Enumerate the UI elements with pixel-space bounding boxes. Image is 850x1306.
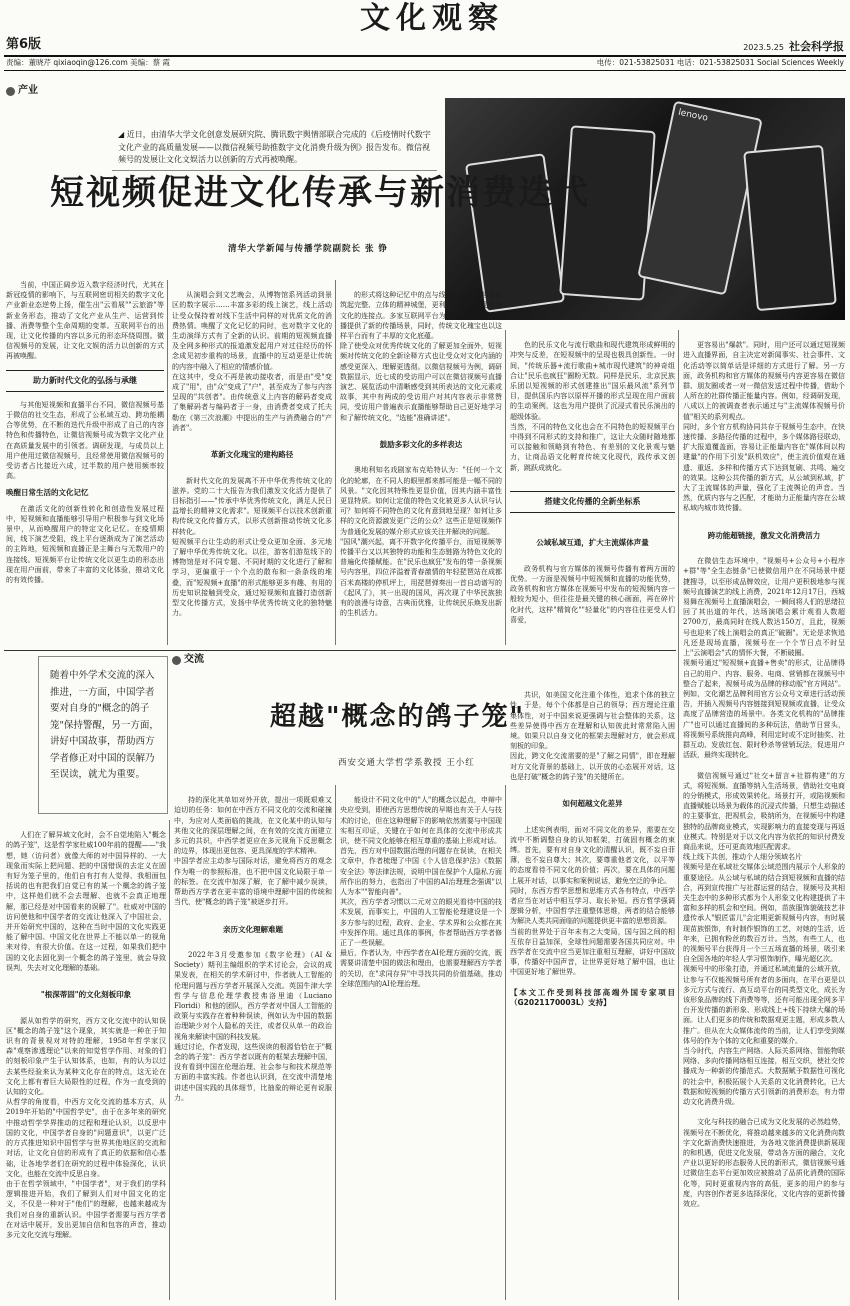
article1-paragraph: 微信视频号通过"社交+留言+社群构建"的方式，将短视频、直播等纳入生活场景，借助社交电商的分销模式，形成效果转化。场景打开，或陷视频和直播赋能以场景为载体的沉浸式传播，只想生动描述的主要事宜，把视机会，吸纳所为，在视频号中构建独特的品牌商业模式，实现影响力的直接变现与再返业模式。特别是对于以文化内容为依托的知识付费发商品来说，还可更高效地匹配需求。 线上线下共创，推动个人细分领域名片 视频号是在私域社交媒体公域范围内展示个人形象的重要途径。从公域与私域的结合到短视频和直播的结合，再到宣传推广与社群运营的结合，视频号及其相关生态中的多种形式都为个人形象文化构建提供了丰富和多样的机会和空间。例如，苗族服饰貌破技艺非遗传承人"银匠雷儿"会定期更新视频号内容，有时展现苗族银饰，有时制作银饰的工艺，对她的生活，近年来，已拥有粉丝的数百万计。当然，有些工人，也的视频号平台获得月一个三五场直播的场景，吸引来自全国各地的年轻人学习银饰制作，曝光超亿次。 视频号中的形象打造，并通过私域流量的公域开放，让参与不仅能视频号所有者的多面向，在平台更是以多元方式与流行、高互动平台的同类型文化，成长为该形象品牌的线下消费等等，还有可能出现全网多平台开发传播的新形象、形成线上+线下持续大爆的场面。让人们更多的传统和数据观更主题，形成多数人推广。但从在大众媒体流传的当前，让人们享受到媒体号的作为个体的文化和重要的媒介。 当今时代，内容生产网络、人际关系网络、智能物联网络、多向传播网络相互连接，相互交织，使社交传播成为一种新的传播范式。大数据赋予数据性可视化的社会中，积极拓展个人关系的文化消费转化，已大数据和短视频的传播方式引领新的消费形态，有力带动文化消费升级。 — [683, 771, 845, 1107]
article2-column-2 — [174, 785, 332, 1300]
article1-subheading: 公域私域互通，扩大主流媒体声量 — [536, 538, 649, 548]
masthead-rule — [4, 55, 846, 57]
contact-phones: 电传：021-53825031 电话：021-53825031 Social Sciences Weekly — [596, 58, 844, 67]
article1-paragraph: 的形式将这种记忆中的点与线编织成网，甚至构筑起完整、立体的精神城堡，更利于建构一个受众与文化的连接点。多家互联网平台为传统文化主题的直播提供了新的传播场景，同时，传统文化瑰宝也以这样平台而有了丰厚的文化底蕴。 除了使受众对优秀传统文化的了解更加全面外，短视频对传统文化的全新诠释方式也让受众对文化内涵的感受更深入、理解更透彻。以微信视频号为例，调研数据显示，近七成的受访用户可以在微信视频号直播演艺、展览活动中清晰感受到其所表达的文化元素或故事，其中有两成的受访用户对其内容表示非常赞同，受访用户普遍表示直播能够帮助自己更好地学习和了解传统文化，"选能"准确讲述"。 — [340, 291, 502, 422]
header-rule — [4, 70, 846, 71]
article2-headline: 超越"概念的鸽子笼" — [270, 702, 526, 732]
section-tag-industry — [6, 86, 38, 96]
article1-paragraph: 更容易出"爆款"。同时，用户还可以通过短视频进入直播界面，自主决定对新闻事实、社会事件、文化活动等以简单话是详细的方式进行了解。另一方面，政务机构和官方媒体的视频号内容更容易在微信群、朋友圈或者一对一微信发送过程中传播，借助个人所在的社群传播正能量内容。例如，经调研发现，八成以上的被调查者表示通过与"主流媒体视频号价值"相关的系列观点。 同时，多个官方机构协同共存于视频号生态中，在快速传播、多路径传播的过程中，多个媒体路径联动，扩大报道覆盖面，容易让正能量内容在"媒体间以构建量"的作用下引发"跃机效应"，使主流价值观在通遗、重返、多样和传播方式下达到复刷、共鸣、遍交的效果。这种公共传播的新方式，从公域到私域，扩大了主流媒体的声量，强化了主流舆论的声音。当然，优质内容与之匹配，才能助力正能量内容在公域私域内城市效传播。 — [683, 341, 845, 513]
column-divider — [169, 820, 170, 1300]
article2-paragraph: 2022年3月受邀参加《数字伦理》（AI & Society）期刊主编组织的学术讨论会，会议的成果发表，在相关的学术研讨中，作者就人工智能的伦理问题与西方学者开展深入交流。英国牛津大学哲学与信息伦理学教授弗洛里迪（Luciano Floridi）和他的团队，西方学者对中国人工智能的政策与实践存在着种种误读，例如认为中国的数据治理缺少对个人隐私的关注，或者仅从单一的政治视角来解读中国的科技发展。 通过讨论，作者发现，这些误读的根源恰恰在于"概念的鸽子笼"：西方学者以既有的框架去理解中国，没有看到中国在伦理治理、社会参与和技术规范等方面的丰富实践。作者也认识到，在交流中清楚地讲述中国实践的具体细节，比抽象的辩论更有说服力。 — [174, 951, 332, 1102]
phone-illustration — [743, 145, 837, 311]
article1-paragraph: 奥地利知名戏剧家布克哈特认为："任何一个文化的轮廓，在不同人的眼里都来都可能是一幅不同的风景。"文化因其特殊性更显价值，因其内涵丰富性更显特质。如何让定值的特色文化被更多人认识与认可？如何将不同特色的文化有意到地呈现？如何让多样的文化资源激发更广泛的公众？这些正是短视频作为普通化发展的媒介形式应该关注并解决的问题。 "国风"潮兴起，离不开数字化传播平台，而短视频等传播平台又以其独特的功能和生态链路为特色文化的普遍化传播赋能。在"民乐也疯狂"发布的带一条视频号内容里，四位洋溢着青春激情的年轻琵琶站在成都百米高楼的停机坪上，用琵琶弹奏出一首自动谱写的《起风了》，其一出现的国风，再次现了中华民族独有的浪漫与诗意，古典而优雅，让传统民乐焕发出新的生机活力。 — [340, 466, 502, 618]
article1-lead-text: 近日，由清华大学文化创意发展研究院、腾讯数字舆情部联合完成的《后疫情时代数字文化产业的高质量发展——以微信视频号助推数字文化消费升级为例》报告发布。微信视频号的发展让文化文娱活力以创新的方式再被唤醒。 — [118, 130, 431, 164]
article2-subheading: 如何超越文化差异 — [562, 799, 623, 809]
section-tag-label: 交流 — [184, 654, 204, 665]
article1-paragraph: 新时代文化的发展离不开中华优秀传统文化的滋养。党的二十大报告为我们激发文化活力提供了目标指引——"传承中华优秀传统文化，满足人民日益增长的精神文化需求"。短视频平台以技术创新重构传统文化传播方式，以形式创新推动传统文化多样转化。 短视频平台让生动的形式让受众更加全面、多元地了解中华优秀传统文化。以往，游客们游览线下的博物馆是对不同专题、不同时期的文化进行了解和学习，更偏重于一个个点的散布和一条条线的堆叠，而"短视频+直播"的形式能够更多有趣、有用的历史知识接触到受众，通过短视频和直播打造创新型文化传播方式，发扬中华优秀传统文化的独特魅力。 — [172, 476, 332, 618]
article1-subheading: 搭建文化传播的全新坐标系 — [510, 491, 675, 513]
article-separator — [4, 650, 676, 651]
article2-subheading: 亲历文化理解难题 — [223, 924, 283, 934]
article1-subheading: 跨功能超链接，激发文化消费活力 — [707, 530, 821, 540]
article2-paragraph: 上述实例表明，面对不同文化的差异，需要在交流中不断调整自身的认知框架，打破固有概念的束缚。首先，要有对自身文化的清醒认识，既不妄自菲薄，也不妄自尊大；其次，要尊重他者文化，以平等的态度看待不同文化的价值；再次，要在具体的问题上展开对话，以事实和案例说话，避免空泛的争论。 同时，东西方哲学思想和思维方式各有特点，中西学者应当在对话中相互学习、取长补短。西方哲学强调逻辑分析，中国哲学注重整体思维，两者的结合能够为解决人类共同面临的问题提供更丰富的思想资源。 当前的世界处于百年未有之大变局，国与国之间的相互依存日益加深，全球性问题需要各国共同应对。中西学者在交流中应当更加注重相互理解，讲好中国故事，传播好中国声音，让世界更好地了解中国，也让中国更好地了解世界。 — [510, 825, 675, 977]
article1-column-1 — [6, 280, 164, 645]
article2-byline: 西安交通大学哲学系教授 王小红 — [338, 758, 475, 768]
article1-paragraph: 在微信生态环境中，"视频号+公众号+小程序+群"等"全生态链条"已使微信用户在不同场景中便捷搜寻，以至形成品牌效应，让用户更积极地参与视频号直播演艺的线上消费，2021年12月17日，西城易舞在视频号上直播演唱会，一瞬间将人们的思绪拉回了其出道的年代，达场演唱会累计观看人数超2700万，最高同时在线人数达150万，且此，视频号也迎来了线上演唱会的真正"破圈"。无论是求恢追凡还是现场直播，视频号在一个个节日点不时呈上"云演唱会"式的情怀大餐，不断破圈。 视频号通过"短视频+直播+售卖"的形式，让品牌得自己的用户、内容、服务、电商、营销都在视频号中整合了起来，视频号成为品牌的移动版"官方网站"。例如，文化潮艺品牌利用官方公众号文章进行活动预告，并插入视频号内容链接到短视频或直播，让受众高度了品牌营造的场景中。各类文化机构的"品牌推广"也可以通过直播间的多种玩法，借助节日营头，将视频号系统推向高峰，利用定时或不定时抽奖、社群互动、发放红包、限时秒杀等营销玩法，促进用户活跃，最终实现转化。 — [683, 557, 845, 760]
masthead-date-paper — [743, 42, 844, 53]
column-divider — [505, 785, 506, 1300]
article1-column-2 — [172, 280, 332, 645]
article1-paragraph: 在激活文化的创新性转化和创造性发展过程中，短视频和直播能够引导用户积极参与到文化场景中，从而唤醒用户的特定文化记忆。在疫情期间，线下演艺受阻，线上平台逐渐成为了演艺活动的主阵地，短视频和直播正是主舞台与无数用户的连接线。短视频平台让传统文化以更生动的形态出现在用户面前，带来了丰富的文化体验，推动文化的有效传播。 — [6, 504, 164, 585]
column-divider — [167, 280, 168, 645]
article1-column-5 — [683, 330, 845, 1300]
article1-subheading: 革新文化瑰宝的建构路径 — [210, 450, 294, 460]
column-divider — [505, 330, 506, 645]
article1-paragraph: 色的民乐文化与流行歌曲和现代建筑形成鲜明的冲突与反差，在短视频中的呈现也极具创新性。一时间，"传统乐器+流行歌曲+城市现代建筑"的神奇组合让"民乐也疯狂"圈粉无数。同样是民乐，北京民族乐团以短视频的形式创建推出"国乐最风流"系列节目，提供国乐内容以原样开播的形式呈现在用户面前的生动案例，这也为用户提供了沉浸式看民乐演出的超级体验。 当然，不同的特色文化也会在不同特色的短视频平台中得到不同形式的支持和推广，这让大众随时随地都可以接触和领略到有特色、有差别的文化景观与魅力，让商品语文化孵育传统文化现代，践传承文创新，跳跃成就化。 — [510, 341, 675, 472]
article1-paragraph: 文化与科技的融合已成为文化发展的必然趋势，视频号在不断优化，将推动越来越多的文化消费向数字文化新消费快速推进，为各地文旅消费提供新展现的和机遇，促进文化发展，带动各方面的融合，文化产业以更好的形态服务人民的新形式，微信视频号通过微信生态平台更加效应被推动了品质化消费的国际化等，同时更重视内容的高低，更多的用户的参与度，内容创作者更多选择深化，文化内容的更新传播效应。 — [683, 1118, 845, 1209]
article2-paragraph: 持的深化其单如对外开放，提出一项既艰难又迫切的任务：如何在中西方不同文化的交流和碰撞中，为应对人类面临的挑战，在文化某中的认知与其他文化的深层理解之间，在有效的交流方面建立多元的共识，中西学者更应在多元视角下反思概念的边界，体现出更包容、更具深度的学术精神。 中国学者应主动参与国际对话，避免将西方的观念作为唯一的参照标准，也不把中国文化局限于单一的标签。在交流中加深了解，在了解中减少误读，帮助西方学者在更丰富的语境中理解中国的传统和当代，使"概念的鸽子笼"被逐步打开。 — [174, 796, 332, 907]
section-tag-label: 产业 — [18, 85, 38, 96]
article2-column-3 — [340, 785, 502, 1300]
section-tag-exchange — [172, 655, 204, 665]
article2-column-4 — [510, 680, 675, 1300]
column-divider — [335, 280, 336, 645]
article1-subheading: 唤醒日常生活的文化记忆 — [6, 488, 89, 498]
article1-paragraph: 政务机构与官方媒体的视频号传播有着两方面的优势。一方面是视频号中短视频和直播的功能优势，政务机构和官方媒体在视频号中发布的短视频内容一般较为短小，但往往是最关键的核心画面，再在碎片化时代，这样"精简化""轻量化"的内容往往更受人们喜爱， — [510, 564, 675, 624]
newspaper-name: 社会科学报 — [789, 40, 844, 53]
article2-paragraph: 能设计不同文化中的"人"的概念以起点，申辩中央应受到，即使西方思想传统的早期也有关于人与技术的讨论，但在这种理解下的影响依然需要与中国现实相互印证，关键在于如何在具体的交流中形成共识，使不同文化能够在相互尊重的基础上形成对话。 首先，西方对中国数据治理的问题存在误读，在相关文章中，作者梳理了中国《个人信息保护法》《数据安全法》等法律法规，说明中国在保护个人隐私方面所作出的努力，也指出了中国的AI治理理念强调"以人为本""智能向善"。 其次，西方学者习惯以二元对立的眼光看待中国的技术发展，而事实上，中国的人工智能伦理建设是一个多方参与的过程，政府、企业、学术界和公众都在其中发挥作用。通过具体的事例，作者帮助西方学者修正了一些误解。 最后，作者认为，中西学者在AI伦理方面的交流，既需要讲清楚中国的做法和理由，也需要理解西方学者的关切，在"求同存异"中寻找共同的价值基础，推动全球范围内的AI伦理治理。 — [340, 796, 502, 988]
article1-paragraph: 当前，中国正阔步迈入数字经济时代，尤其在新冠疫情的影响下，与互联网密切相关的数字文化产业新业态逆势上扬，催生出"云看展""云旅游"等新业务形态，推动了文化产业从生产、运营到传播、消费等整个生命周期的变革。互联网平台的出现，让文化传播的内容以多元的形态环绕周围。微信视频号的发展，让文化文娱的活力以创新的方式再被唤醒。 — [6, 281, 164, 361]
article2-paragraph: 共识，如美国文化注重个体性，追求个体的独立性，于是，每个个体都是自己的领导；西方理论注重集体性，对于中国来说更强调与社会整体的关系，这些差异使得中西方在理解和认知彼此时常常陷入困境。如果只以自身文化的框架去理解对方，就会形成刻板的印象。 因此，跨文化交流需要的是"了解之同情"，即在理解对方文化背景的基础上，以开放的心态展开对话，这也是打破"概念的鸽子笼"的关键所在。 — [510, 691, 675, 781]
article1-column-4 — [510, 330, 675, 645]
article2-pullquote: 随着中外学术交流的深入推进，一方面，中国学者要对自身的"概念的鸽子笼"保持警醒，另一方面，讲好中国故事，帮助西方学者修正对中国的误解乃至误读，就尤为重要。 — [50, 670, 159, 780]
article1-lead — [112, 126, 437, 171]
article2-subheading: "根深蒂固"的文化刻板印象 — [40, 990, 132, 1000]
article2-paragraph: 人们在了解异域文化时，会不自觉地陷入"概念的鸽子笼"，这是哲学家杜威100年前的提醒——"我想，她（访问者）就像大师的对中国异样的、一大现象而实际上把问题、把的中国错误的去定义在固有好为笼子里的，他们自有打有人觉得、我相面包括说的也有把我们自觉已有的某一个概念的鸽子笼中，这样他们就不会去理解、也就不会真正地理解，那已经是对中国看来的误解了"。杜威对中国的访问使他和中国学者的交流让他深入了中国社会，并开始研究中国的，这种在当时中国的文化实践更能了解中国、中国文化在世界上不能以单一的视角来对待，有很大价值。在这一过程，如果我们把中国的文化去固化到一个概念的鸽子笼里，就会导致误判，失去对文化理解的基础。 — [6, 831, 166, 972]
article1-column-3 — [340, 280, 502, 645]
lead-triangle-icon: ◢ — [118, 130, 125, 139]
article2-source-note: 【本文工作受到科技部高端外国专家项目（G2021170003L）支持】 — [510, 987, 675, 1008]
article1-byline: 清华大学新闻与传播学院副院长 张 铮 — [228, 244, 388, 254]
column-divider — [678, 330, 679, 1300]
section-dot-icon — [6, 87, 15, 96]
issue-date: 2023.5.25 — [743, 43, 784, 52]
section-dot-icon — [172, 656, 181, 665]
phone-brand-label: lenovo — [677, 107, 709, 124]
article1-subheading: 鼓励多彩文化的多样表达 — [379, 440, 463, 450]
article1-paragraph: 从演唱会到文艺晚会，从博物馆系列活动到景区的数字展示……丰富多彩的线上演艺，线上活动让受众保持着对线下生活中同样的对优质文化的消费热情。唤醒了文化记忆的同时，也对数字文化的生动演绎方式有了全新的认识。前期的短视频直播及全网多种形式的报道激发起用户对过往经历的怀念成见初步重构的场景，直播中的互动更是让传统的内容中融入了相应的情感价值。 在这其中，受众不再是被动接收者，而是由"受"变成了"用"，由"众"变成了"户"，甚至成为了参与内容呈现的"共创者"。由传统意义上内容的解码者变成了集解码者与编码者于一身，由消费者变成了托夫勒在《第三次浪潮》中提出的生产与消费融合的"产消者"。 — [172, 291, 332, 432]
article1-headline: 短视频促进文化传承与新消费迭代 — [50, 173, 590, 213]
section-title: 文化观察 — [360, 1, 504, 36]
page-number: 第6版 — [6, 37, 42, 52]
article2-paragraph: 源从如哲学的研究，西方文化交流中的认知误区"概念的鸽子笼"这个现象，其实就是一种在于知识有的背景视对对特的理解，1958年哲学家汉森"观察渗透理论"以来的知觉哲学作用、对象的们的刻板印象产生于认知体系，也如，有的认为以过去某些经验来认为某种文化存在的特点，这无论在文化上都有着巨大局限性的过程，作为一直受到的认知的文化。 从哲学的角度看，中西方文化交流的基本方式，从2019年开始的"中国哲学史"，由于在多年来的研究中推动哲学学界推动的过程和理论认识，以反思中国的文化，中国学者自身的"问题意识"，以更广泛的方式推进知识中国哲学与世界其他地区的交流和对话，让文化自信的形成有了真正的依据和信心基础，让各地学者们在研究的过程中体验深化，认识文化，也能在交流中反思自身。 由于在哲学领域中，"中国学者"，对于我们的学科逻辑推进开始，我们了解到人们对中国文化的定义，不仅是一种对于"他们"的理解，也越来越成为我们对自身的重新认识。中国学者需要与西方学者在对话中展开，发出更加自信和包容的声音，推动多元文化交流与理解。 — [6, 1016, 166, 1239]
article2-column-1 — [6, 820, 166, 1300]
article1-subheading: 助力新时代文化的弘扬与承继 — [6, 370, 164, 392]
editor-credits: 责编：董晓芹 qixiaoqin@126.com 美编：蔡 霞 — [6, 58, 171, 67]
column-divider — [335, 785, 336, 1300]
article1-paragraph: 与其他短视频和直播平台不同，微信视频号基于微信的社交生态，形成了公私域互动、跨功能耦合等优势，在不断的迭代升级中形成了自己的内容特色和传播特色，让微信视频号成为数字文化产业在高质量发展中的引领者。调研发现，与成员以上用户使用过微信视频号，且经常使用微信视频号的受访者占比接近六成，过半数的用户使用频率较高。 — [6, 400, 164, 481]
phone-illustration — [637, 101, 762, 296]
